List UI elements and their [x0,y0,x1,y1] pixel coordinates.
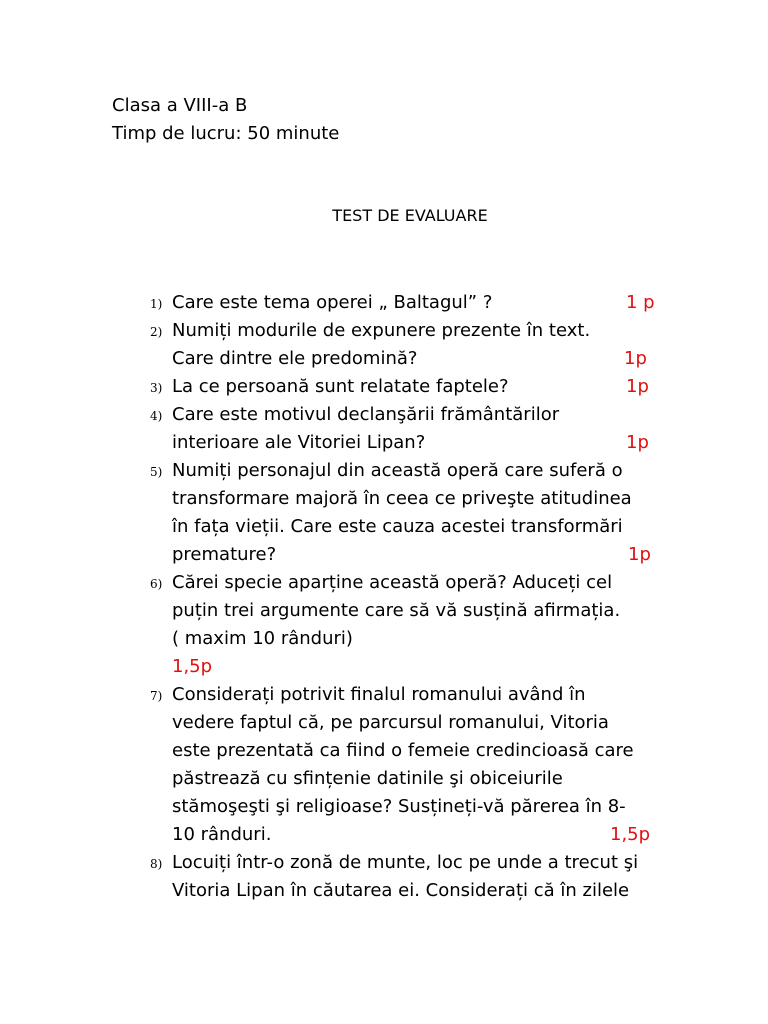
question-5-line-4: premature? [172,544,277,565]
question-2-points: 1p [624,348,647,369]
question-number: 7) [150,689,163,703]
question-number: 6) [150,577,163,591]
question-2-line-1: Numiți modurile de expunere prezente în text. [172,320,591,341]
time-label: Timp de lucru: 50 minute [112,123,340,144]
question-1-points: 1 p [626,292,655,313]
question-5-line-1: Numiți personajul din această operă care suferă o [172,460,623,481]
class-label: Clasa a VIII-a B [112,95,248,116]
question-7-line-1: Considerați potrivit finalul romanului având în [172,684,586,705]
question-4-line-1: Care este motivul declanşării frământărilor [172,404,560,425]
question-6-line-3: ( maxim 10 rânduri) [172,628,353,649]
question-6-points: 1,5p [172,656,213,677]
question-7-line-4: păstrează cu sfințenie datinile şi obiceiurile [172,768,563,789]
question-number: 3) [150,381,163,395]
question-number: 4) [150,409,163,423]
question-number: 5) [150,465,163,479]
question-4-points: 1p [626,432,649,453]
question-7-points: 1,5p [610,824,651,845]
question-number: 2) [150,325,163,339]
question-5-line-3: în fața vieții. Care este cauza acestei transformări [172,516,623,537]
question-8-line-2: Vitoria Lipan în căutarea ei. Considerați că în zilele [172,880,630,901]
question-7-line-6: 10 rânduri. [172,824,272,845]
question-3-points: 1p [626,376,649,397]
question-8-line-1: Locuiți într-o zonă de munte, loc pe unde a trecut şi [172,852,639,873]
question-6-line-2: puțin trei argumente care să vă susțină afirmația. [172,600,621,621]
question-1-line-1: Care este tema operei „ Baltagul” ? [172,292,493,313]
question-number: 1) [150,297,163,311]
question-2-line-2: Care dintre ele predomină? [172,348,418,369]
question-5-line-2: transformare majoră în ceea ce priveşte atitudinea [172,488,632,509]
question-6-line-1: Cărei specie aparține această operă? Aduceți cel [172,572,613,593]
test-title: TEST DE EVALUARE [332,206,488,225]
question-7-line-3: este prezentată ca fiind o femeie credincioasă care [172,740,634,761]
question-3-line-1: La ce persoană sunt relatate faptele? [172,376,509,397]
question-7-line-2: vedere faptul că, pe parcursul romanului, Vitoria [172,712,609,733]
question-4-line-2: interioare ale Vitoriei Lipan? [172,432,426,453]
question-number: 8) [150,857,163,871]
question-5-points: 1p [628,544,651,565]
question-7-line-5: stămoşeşti şi religioase? Susțineți-vă părerea în 8- [172,796,626,817]
